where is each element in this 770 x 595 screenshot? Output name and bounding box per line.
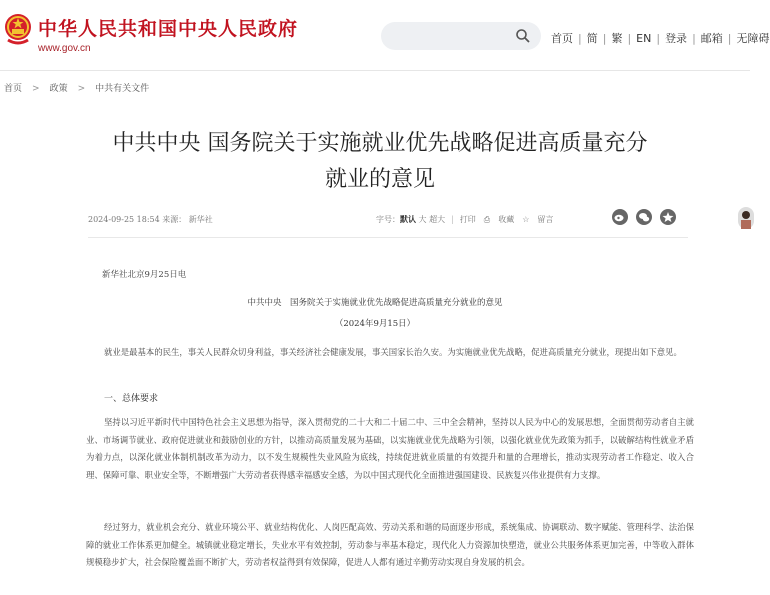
breadcrumb-home[interactable]: 首页 [4,84,23,94]
chevron-right-icon: > [32,84,40,94]
font-xlarge-button[interactable]: 超大 [429,215,446,224]
nav-accessibility[interactable]: 无障碍 [736,32,770,45]
national-emblem-icon[interactable] [3,12,33,46]
paragraph-guiding: 坚持以习近平新时代中国特色社会主义思想为指导，深入贯彻党的二十大和二十届二中、三中全会精神，坚持以人民为中心的发展思想，全面贯彻劳动者自主就业、市场调节就业、政府促进就业和鼓励创业的方针，以推动高质量发展为基础，以实施就业优先战略为引领，以强化就业优先政策为抓手，以破解结构性就业矛盾为着力点，以深化就业体制机制改革为动力，以不发生规模性失业风险为底线，持续促进就业质量的有效提升和量的合理增长，推动实现劳动者工作稳定、收入合理、保障可靠、职业安全等，不断增强广大劳动者获得感幸福感安全感，为以中国式现代化全面推进强国建设、民族复兴伟业提供有力支撑。 [86,417,694,480]
font-large-button[interactable]: 大 [418,215,427,224]
paragraph-intro: 就业是最基本的民生，事关人民群众切身利益，事关经济社会健康发展，事关国家长治久安。为实施就业优先战略，促进高质量充分就业，现提出如下意见。 [104,347,682,357]
nav-english[interactable]: EN [636,32,652,45]
article-meta: 2024-09-25 18:54 来源： 新华社 [88,215,213,224]
wechat-share-icon[interactable] [636,209,652,225]
paragraph-goals: 经过努力，就业机会充分、就业环境公平、就业结构优化、人岗匹配高效、劳动关系和谐的局面逐步形成，系统集成、协调联动、数字赋能、管理科学、法治保障的就业工作体系更加健全。城镇就业稳定增长，失业水平有效控制，劳动参与率基本稳定，现代化人力资源加快塑造，就业公共服务体系更加完善，中等收入群体规模稳步扩大，社会保险覆盖面不断扩大，劳动者权益得到有效保障，促进人人都有通过辛勤劳动实现自身发展的机会。 [86,522,694,568]
qzone-share-icon[interactable] [660,209,676,225]
article-title [60,126,700,198]
nav-divider: | [602,32,607,45]
font-default-button[interactable]: 默认 [400,214,416,224]
font-size-label: 字号： [376,215,400,224]
divider [88,237,688,238]
print-button[interactable]: 打印 [459,215,476,224]
print-icon[interactable]: ⎙ [483,215,491,224]
bookmark-icon[interactable]: ☆ [522,215,530,224]
chevron-right-icon: > [77,84,86,94]
section-heading: 一、总体要求 [104,394,159,404]
breadcrumb-documents[interactable]: 中共有关文件 [95,84,150,94]
breadcrumb [4,81,149,94]
nav-divider: | [627,32,632,45]
article-tools [376,214,553,225]
search-box[interactable] [381,22,541,50]
site-name[interactable]: 中华人民共和国中央人民政府 [38,18,299,40]
site-url[interactable]: www.gov.cn [38,43,91,54]
nav-divider: | [578,32,582,45]
site-header [0,0,770,70]
nav-divider: | [727,32,732,45]
nav-mail[interactable]: 邮箱 [700,32,723,45]
favorite-button[interactable]: 收藏 [498,215,515,224]
article-title-line1: 中共中央 国务院关于实施就业优先战略促进高质量充分 [112,131,648,156]
nav-home[interactable]: 首页 [551,32,573,45]
document-date: （2024年9月15日） [334,319,416,329]
document-title: 中共中央 国务院关于实施就业优先战略促进高质量充分就业的意见 [247,298,503,308]
weibo-share-icon[interactable] [612,209,628,225]
breadcrumb-policy[interactable]: 政策 [49,84,68,94]
top-nav [551,30,770,46]
nav-traditional[interactable]: 繁 [611,32,623,45]
avatar[interactable] [738,207,754,229]
article-title-line2: 就业的意见 [324,167,435,192]
search-input[interactable] [391,22,515,50]
nav-divider: | [656,32,661,45]
comment-button[interactable]: 留言 [537,215,554,224]
search-icon[interactable] [515,28,531,44]
article-dateline: 新华社北京9月25日电 [102,270,187,280]
nav-divider: | [692,32,696,45]
nav-login[interactable]: 登录 [665,32,688,45]
nav-simplified[interactable]: 简 [586,32,598,45]
tool-divider: | [451,215,454,224]
